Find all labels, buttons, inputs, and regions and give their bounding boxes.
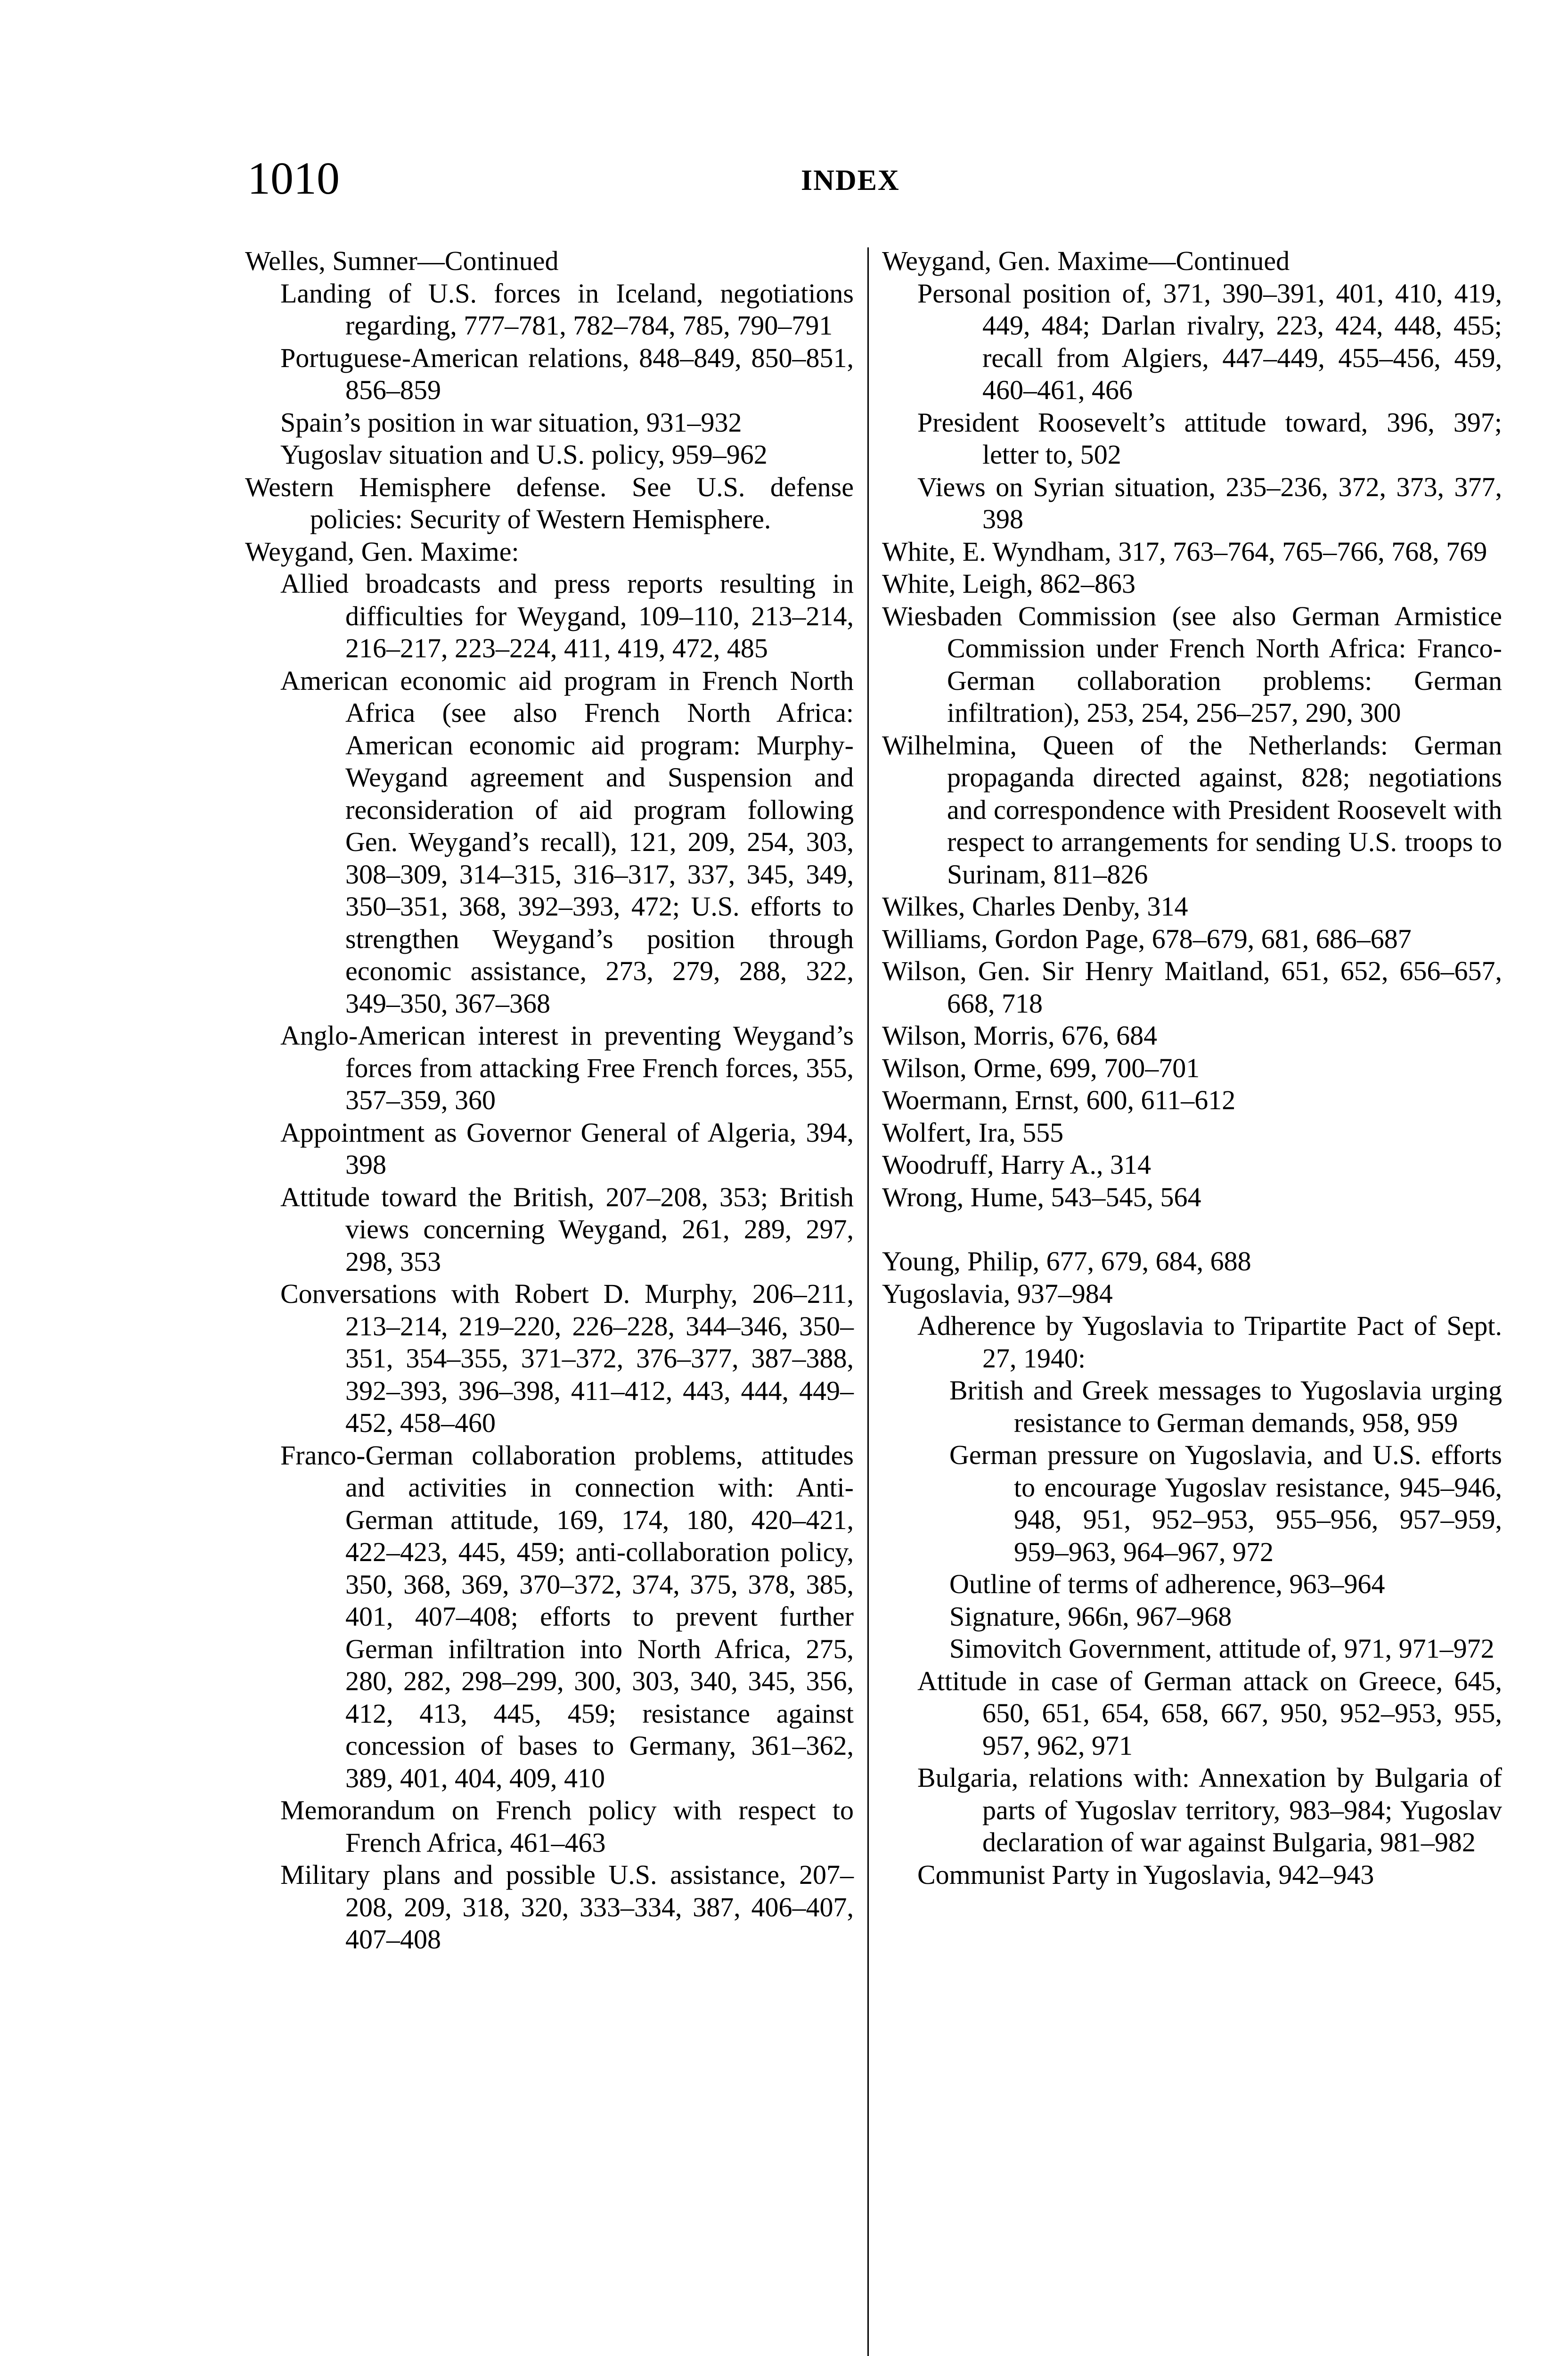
index-entry: Wiesbaden Commission (see also German Armistice Commission under French North Africa: Franco-German collaboration problems: German infiltration), 253, 254, 256–257, 290, 300 — [882, 600, 1502, 728]
column-divider — [867, 247, 869, 2356]
index-entry: Communist Party in Yugoslavia, 942–943 — [917, 1859, 1374, 1890]
index-entry: Wilson, Orme, 699, 700–701 — [882, 1052, 1200, 1083]
index-entry: Portuguese-American relations, 848–849, 850–851, 856–859 — [280, 342, 854, 405]
index-entry: White, E. Wyndham, 317, 763–764, 765–766, 768, 769 — [882, 536, 1487, 567]
index-entry: Landing of U.S. forces in Iceland, negotiations regarding, 777–781, 782–784, 785, 790–791 — [280, 278, 854, 341]
index-column-right — [882, 245, 1502, 1891]
page-number: 1010 — [247, 153, 340, 204]
index-entry: Signature, 966n, 967–968 — [949, 1601, 1232, 1632]
index-entry: Military plans and possible U.S. assistance, 207–208, 209, 318, 320, 333–334, 387, 406–407, 407–408 — [280, 1859, 854, 1955]
index-entry: Woermann, Ernst, 600, 611–612 — [882, 1085, 1236, 1115]
index-entry: Weygand, Gen. Maxime: — [245, 536, 519, 567]
index-entry: Williams, Gordon Page, 678–679, 681, 686–687 — [882, 923, 1412, 954]
index-entry: Yugoslav situation and U.S. policy, 959–962 — [280, 439, 768, 470]
index-entry: Welles, Sumner—Continued — [245, 245, 559, 276]
index-entry: Attitude toward the British, 207–208, 353; British views concerning Weygand, 261, 289, 297, 298, 353 — [280, 1181, 854, 1277]
index-entry: Wilson, Morris, 676, 684 — [882, 1020, 1158, 1051]
index-entry: Adherence by Yugoslavia to Tripartite Pact of Sept. 27, 1940: — [917, 1310, 1502, 1374]
index-entry: Wilson, Gen. Sir Henry Maitland, 651, 652, 656–657, 668, 718 — [882, 956, 1502, 1019]
index-entry: Young, Philip, 677, 679, 684, 688 — [882, 1246, 1251, 1276]
index-entry: Anglo-American interest in preventing Weygand’s forces from attacking Free French forces, 355, 357–359, 360 — [280, 1020, 854, 1115]
index-entry: Weygand, Gen. Maxime—Continued — [882, 245, 1290, 276]
index-entry: German pressure on Yugoslavia, and U.S. efforts to encourage Yugoslav resistance, 945–946, 948, 951, 952–953, 955–956, 957–959, 959–963, 964–967, 972 — [949, 1440, 1502, 1567]
index-entry: Appointment as Governor General of Algeria, 394, 398 — [280, 1117, 854, 1180]
index-entry: Western Hemisphere defense. See U.S. defense policies: Security of Western Hemisphere. — [245, 471, 854, 534]
index-entry: Spain’s position in war situation, 931–932 — [280, 407, 742, 438]
index-entry: Wilkes, Charles Denby, 314 — [882, 891, 1188, 922]
index-entry: Personal position of, 371, 390–391, 401, 410, 419, 449, 484; Darlan rivalry, 223, 424, 448, 455; recall from Algiers, 447–449, 455–456, 459, 460–461, 466 — [917, 278, 1502, 405]
index-entry: Views on Syrian situation, 235–236, 372, 373, 377, 398 — [917, 471, 1502, 534]
index-entry: Yugoslavia, 937–984 — [882, 1278, 1113, 1309]
index-entry: Memorandum on French policy with respect to French Africa, 461–463 — [280, 1795, 854, 1858]
index-entry: Simovitch Government, attitude of, 971, 971–972 — [949, 1633, 1494, 1664]
index-entry: British and Greek messages to Yugoslavia urging resistance to German demands, 958, 959 — [949, 1375, 1502, 1438]
index-entry: Conversations with Robert D. Murphy, 206–211, 213–214, 219–220, 226–228, 344–346, 350–351, 354–355, 371–372, 376–377, 387–388, 392–393, 396–398, 411–412, 443, 444, 449–452, 458–460 — [280, 1278, 854, 1438]
running-head: INDEX — [801, 164, 900, 196]
index-entry: American economic aid program in French North Africa (see also French North Africa: American economic aid program: Murphy-Weygand agreement and Suspension and reconsideration of aid program following Gen. Weygand’s recall), 121, 209, 254, 303, 308–309, 314–315, 316–317, 337, 345, 349, 350–351, 368, 392–393, 472; U.S. efforts to strengthen Weygand’s position through economic assistance, 273, 279, 288, 322, 349–350, 367–368 — [280, 665, 854, 1019]
index-entry: Bulgaria, relations with: Annexation by Bulgaria of parts of Yugoslav territory, 983–984; Yugoslav declaration of war against Bulgaria, 981–982 — [917, 1762, 1502, 1857]
index-column-left — [245, 245, 854, 1956]
index-entry: Outline of terms of adherence, 963–964 — [949, 1569, 1385, 1599]
index-entry: Woodruff, Harry A., 314 — [882, 1149, 1151, 1180]
index-entry: Allied broadcasts and press reports resulting in difficulties for Weygand, 109–110, 213–214, 216–217, 223–224, 411, 419, 472, 485 — [280, 568, 854, 663]
index-entry: Franco-German collaboration problems, attitudes and activities in connection with: Anti-German attitude, 169, 174, 180, 420–421, 422–423, 445, 459; anti-collaboration policy, 350, 368, 369, 370–372, 374, 375, 378, 385, 401, 407–408; efforts to prevent further German infiltration into North Africa, 275, 280, 282, 298–299, 300, 303, 340, 345, 356, 412, 413, 445, 459; resistance against concession of bases to Germany, 361–362, 389, 401, 404, 409, 410 — [280, 1440, 854, 1793]
index-entry: Attitude in case of German attack on Greece, 645, 650, 651, 654, 658, 667, 950, 952–953, 955, 957, 962, 971 — [917, 1665, 1502, 1761]
index-entry: Wolfert, Ira, 555 — [882, 1117, 1064, 1148]
index-entry: President Roosevelt’s attitude toward, 396, 397; letter to, 502 — [917, 407, 1502, 470]
index-entry: Wrong, Hume, 543–545, 564 — [882, 1181, 1201, 1212]
index-entry: Wilhelmina, Queen of the Netherlands: German propaganda directed against, 828; negotiations and correspondence with President Roosevelt with respect to arrangements for sending U.S. troops to Surinam, 811–826 — [882, 729, 1502, 890]
index-entry: White, Leigh, 862–863 — [882, 568, 1136, 599]
